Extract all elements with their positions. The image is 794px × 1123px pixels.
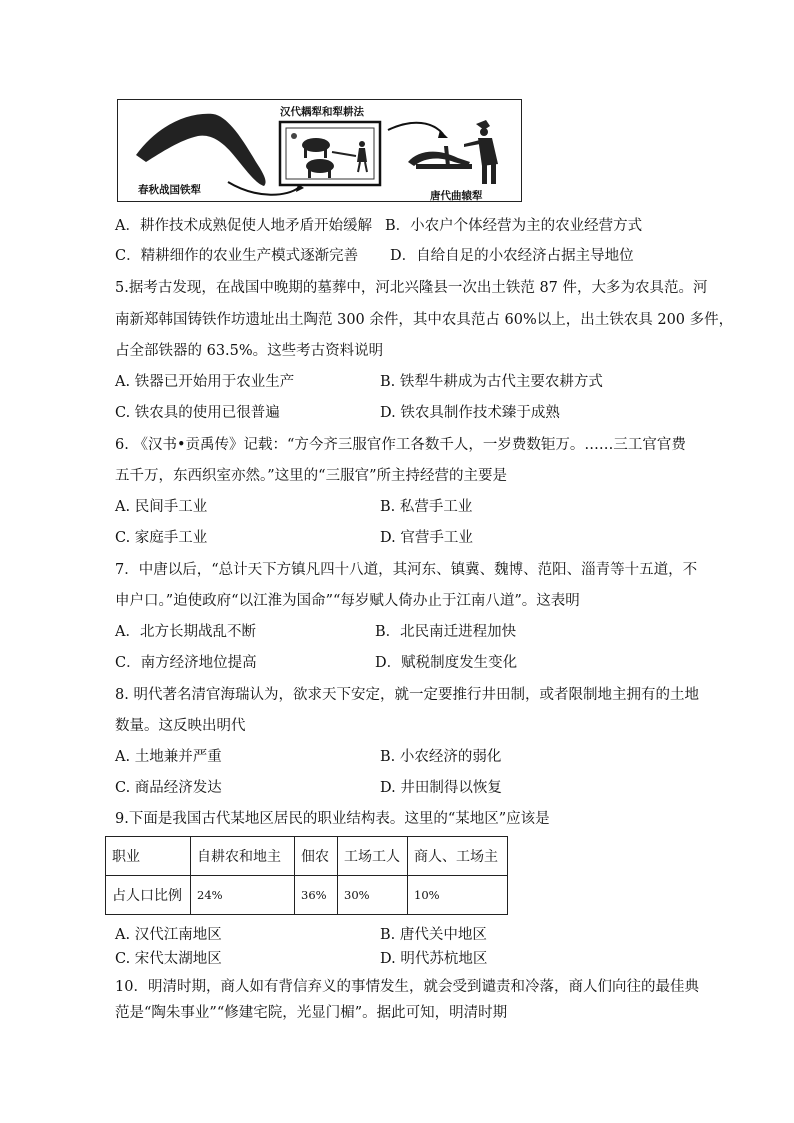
q7-stem-line-2: 申户口。”迫使政府“以江淮为国命”“每岁赋人倚办止于江南八道”。这表明 (115, 593, 580, 609)
occupation-table (105, 836, 508, 915)
table-cell: 10% (408, 876, 508, 915)
q7-stem-line-1: 7．中唐以后，“总计天下方镇凡四十八道，其河东、镇冀、魏博、范阳、淄青等十五道，不 (115, 562, 698, 578)
q7-option-b: B．北民南迁进程加快 (375, 624, 517, 640)
table-header-cell: 职业 (106, 837, 191, 876)
q9-option-c: C. 宋代太湖地区 (115, 951, 222, 967)
q8-stem-line-1: 8. 明代著名清官海瑞认为，欲求天下安定，就一定要推行井田制，或者限制地主拥有的土地 (115, 687, 699, 703)
q6-option-d: D. 官营手工业 (380, 530, 473, 546)
table-cell: 30% (338, 876, 408, 915)
q5-option-d: D. 铁农具制作技术臻于成熟 (380, 405, 560, 421)
q10-stem-line-1: 10．明清时期，商人如有背信弃义的事情发生，就会受到谴责和冷落，商人们向往的最佳典 (115, 979, 699, 995)
q5-stem-line-1: 5.据考古发现，在战国中晚期的墓葬中，河北兴隆县一次出土铁范 87 件，大多为农具范。河 (115, 280, 708, 296)
plough-evolution-figure (117, 99, 522, 202)
q9-stem-line-1: 9.下面是我国古代某地区居民的职业结构表。这里的“某地区”应该是 (115, 811, 550, 827)
q8-option-a: A. 土地兼并严重 (115, 749, 222, 765)
table-cell: 36% (295, 876, 338, 915)
table-row (106, 876, 508, 915)
q8-stem-line-2: 数量。这反映出明代 (115, 718, 246, 734)
q8-option-c: C. 商品经济发达 (115, 780, 222, 796)
q7-option-a: A．北方长期战乱不断 (115, 624, 256, 640)
q4-option-d: D．自给自足的小农经济占据主导地位 (390, 248, 634, 264)
q4-option-b: B．小农户个体经营为主的农业经营方式 (385, 218, 643, 234)
q6-stem-line-1: 6. 《汉书•贡禹传》记载：“方今齐三服官作工各数千人，一岁费数钜万。……三工官官费 (115, 437, 686, 453)
q5-stem-line-2: 南新郑韩国铸铁作坊遗址出土陶范 300 余件，其中农具范占 60%以上，出土铁农具 200 多件， (115, 312, 734, 328)
q5-option-c: C. 铁农具的使用已很普遍 (115, 405, 280, 421)
q8-option-d: D. 井田制得以恢复 (380, 780, 502, 796)
figure-label-spring-autumn: 春秋战国铁犁 (138, 184, 201, 196)
table-header-row (106, 837, 508, 876)
q8-option-b: B. 小农经济的弱化 (380, 749, 502, 765)
q6-option-b: B. 私营手工业 (380, 499, 473, 515)
table-header-cell: 佃农 (295, 837, 338, 876)
figure-label-han: 汉代耦犁和犁耕法 (280, 106, 364, 118)
q9-option-d: D. 明代苏杭地区 (380, 951, 488, 967)
table-header-cell: 自耕农和地主 (191, 837, 295, 876)
q9-option-b: B. 唐代关中地区 (380, 927, 487, 943)
q7-option-d: D．赋税制度发生变化 (375, 655, 518, 671)
q6-stem-line-2: 五千万，东西织室亦然。”这里的“三服官”所主持经营的主要是 (115, 468, 507, 484)
q5-stem-line-3: 占全部铁器的 63.5%。这些考古资料说明 (115, 343, 384, 359)
table-header-cell: 商人、工场主 (408, 837, 508, 876)
q6-option-a: A. 民间手工业 (115, 499, 208, 515)
q7-option-c: C．南方经济地位提高 (115, 655, 257, 671)
q6-option-c: C. 家庭手工业 (115, 530, 208, 546)
q9-option-a: A. 汉代江南地区 (115, 927, 222, 943)
q4-option-c: C．精耕细作的农业生产模式逐渐完善 (115, 248, 359, 264)
table-cell: 占人口比例 (106, 876, 191, 915)
q5-option-a: A. 铁器已开始用于农业生产 (115, 374, 295, 390)
q5-option-b: B. 铁犁牛耕成为古代主要农耕方式 (380, 374, 603, 390)
table-header-cell: 工场工人 (338, 837, 408, 876)
q10-stem-line-2: 范是“陶朱事业”“修建宅院，光显门楣”。据此可知，明清时期 (115, 1005, 508, 1021)
figure-label-tang: 唐代曲辕犁 (430, 190, 483, 202)
q4-option-a: A．耕作技术成熟促使人地矛盾开始缓解 (115, 218, 372, 234)
table-cell: 24% (191, 876, 295, 915)
